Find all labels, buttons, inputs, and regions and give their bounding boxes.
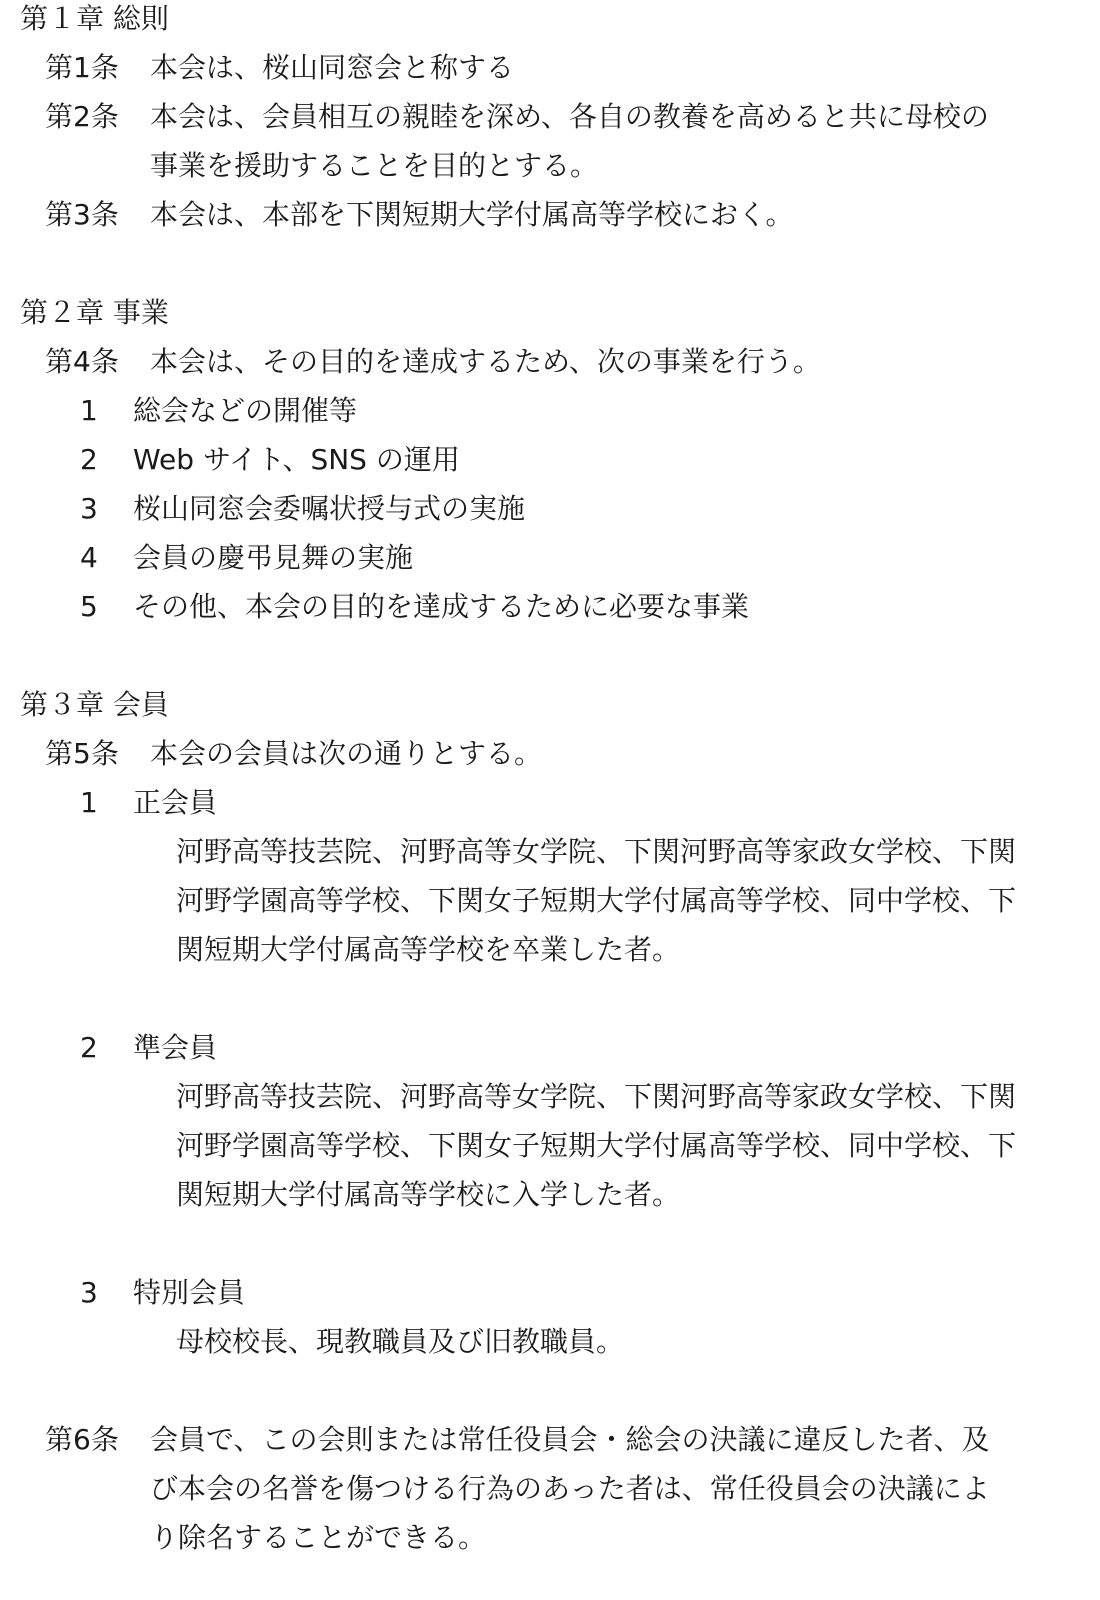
article-3-label: 第3条 — [45, 198, 119, 231]
member-type-number: 1 — [80, 786, 98, 819]
member-type-title: 特別会員 — [133, 1276, 246, 1309]
article-2-text-line-2: 事業を援助することを目的とする。 — [150, 149, 599, 182]
member-type-description-line: 母校校長、現教職員及び旧教職員。 — [176, 1325, 625, 1358]
article-3-text: 本会は、本部を下関短期大学付属高等学校におく。 — [150, 198, 794, 231]
member-type-title: 準会員 — [133, 1031, 218, 1064]
member-type-description-line: 関短期大学付属高等学校を卒業した者。 — [176, 933, 681, 966]
list-item-number: 1 — [80, 394, 98, 427]
list-item-number: 2 — [80, 443, 98, 476]
article-6-text-line-3: り除名することができる。 — [150, 1521, 487, 1554]
list-item-text: 桜山同窓会委嘱状授与式の実施 — [133, 492, 526, 525]
list-item-text: その他、本会の目的を達成するために必要な事業 — [133, 590, 750, 623]
member-type-title: 正会員 — [133, 786, 218, 819]
article-5-label: 第5条 — [45, 737, 119, 770]
list-item-text: 会員の慶弔見舞の実施 — [133, 541, 414, 574]
article-6-label: 第6条 — [45, 1423, 119, 1456]
chapter-2-heading: 第２章 事業 — [20, 296, 169, 329]
member-type-description-line: 河野学園高等学校、下関女子短期大学付属高等学校、同中学校、下 — [176, 884, 1017, 917]
list-item-number: 4 — [80, 541, 98, 574]
list-item-text: Web サイト、SNS の運用 — [133, 443, 460, 476]
chapter-3-heading: 第３章 会員 — [20, 688, 169, 721]
article-4-label: 第4条 — [45, 345, 119, 378]
article-2-text-line-1: 本会は、会員相互の親睦を深め、各自の教養を高めると共に母校の — [150, 100, 989, 133]
list-item-number: 5 — [80, 590, 98, 623]
member-type-number: 3 — [80, 1276, 98, 1309]
member-type-number: 2 — [80, 1031, 98, 1064]
article-6-text-line-2: び本会の名誉を傷つける行為のあった者は、常任役員会の決議によ — [150, 1472, 990, 1505]
member-type-description-line: 河野学園高等学校、下関女子短期大学付属高等学校、同中学校、下 — [176, 1129, 1017, 1162]
article-1-text: 本会は、桜山同窓会と称する — [150, 51, 515, 84]
article-4-text: 本会は、その目的を達成するため、次の事業を行う。 — [150, 345, 821, 378]
chapter-1-heading: 第１章 総則 — [20, 2, 169, 35]
article-5-text: 本会の会員は次の通りとする。 — [150, 737, 543, 770]
member-type-description-line: 河野高等技芸院、河野高等女学院、下関河野高等家政女学校、下関 — [176, 1080, 1017, 1113]
article-6-text-line-1: 会員で、この会則または常任役員会・総会の決議に違反した者、及 — [150, 1423, 990, 1456]
article-2-label: 第2条 — [45, 100, 119, 133]
member-type-description-line: 関短期大学付属高等学校に入学した者。 — [176, 1178, 681, 1211]
list-item-number: 3 — [80, 492, 98, 525]
list-item-text: 総会などの開催等 — [133, 394, 358, 427]
member-type-description-line: 河野高等技芸院、河野高等女学院、下関河野高等家政女学校、下関 — [176, 835, 1017, 868]
article-1-label: 第1条 — [45, 51, 119, 84]
